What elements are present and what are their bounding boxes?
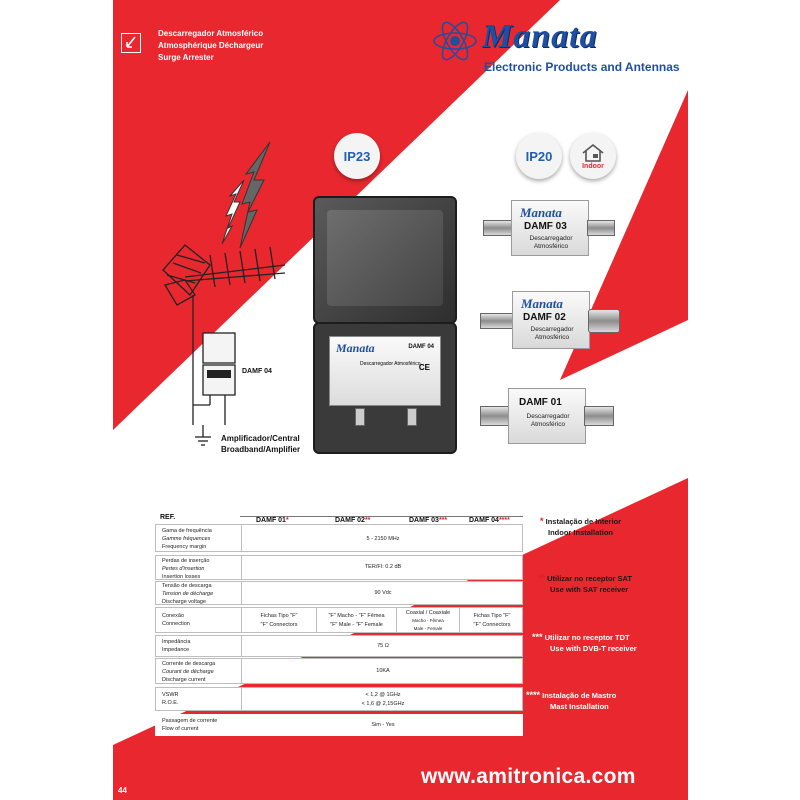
row-label: Passagem de corrente Flow of current	[162, 718, 218, 732]
col-damf04-mark: ****	[498, 517, 510, 524]
row-label: Gama de frequência Gamme fréquences Frequency margin	[162, 528, 212, 550]
ip20-label: IP20	[525, 148, 553, 164]
damf02-model: DAMF 02	[523, 312, 566, 323]
damf01-body	[508, 388, 586, 444]
table-row	[155, 714, 523, 736]
col-damf04-header	[469, 517, 510, 524]
note-indoor: * Instalação de Interior Indoor Installation	[540, 516, 622, 537]
damf04-brand: Manata	[336, 341, 375, 355]
row-value: Sim - Yes	[371, 722, 395, 728]
damf02-name	[517, 326, 587, 342]
col-damf02-header	[335, 517, 370, 524]
row-label: Tensão de descarga Tension de décharge Discharge voltage	[162, 583, 214, 605]
damf04-model: DAMF 04	[408, 344, 434, 350]
table-row	[155, 607, 523, 633]
diagram-caption-pt: Amplificador/Central	[221, 434, 300, 443]
connector-right	[584, 406, 614, 426]
col-damf01-mark: *	[285, 517, 289, 524]
cell-damf02: "F" Macho - "F" Fêmea "F" Male - "F" Female	[328, 613, 385, 628]
connector-left	[483, 220, 513, 236]
damf04-body	[313, 322, 457, 454]
damf02-brand: Manata	[521, 296, 563, 311]
diagram-caption-en: Broadband/Amplifier	[221, 445, 301, 454]
note-mast: **** Instalação de Mastro Mast Installation	[526, 690, 617, 711]
col-damf01-name: DAMF 01	[256, 517, 286, 524]
damf03-name-line2: Atmosférico	[533, 243, 569, 250]
brand-tagline: Electronic Products and Antennas	[484, 60, 680, 74]
row-value: 90 Vdc	[374, 590, 392, 596]
category-title	[158, 28, 263, 64]
col-damf03-name: DAMF 03	[409, 517, 439, 524]
damf01-name-line2: Atmosférico	[530, 421, 566, 428]
col-damf01-header	[256, 517, 289, 524]
damf04-label-panel	[329, 336, 441, 406]
damf04-lid	[313, 196, 457, 324]
page-number: 44	[118, 786, 127, 795]
damf01-model: DAMF 01	[519, 397, 562, 408]
category-en: Surge Arrester	[158, 53, 214, 62]
table-row	[155, 555, 523, 580]
ip23-label: IP23	[343, 148, 371, 164]
col-damf04-name: DAMF 04	[469, 517, 499, 524]
table-row	[155, 687, 523, 711]
col-damf03-header	[409, 517, 447, 524]
row-label: Impedância Impedance	[162, 639, 191, 653]
damf03-model: DAMF 03	[524, 221, 567, 232]
connector-right	[587, 220, 615, 236]
indoor-badge	[570, 133, 616, 179]
note-sat: ** Utilizar no receptor SAT Use with SAT receiver	[538, 573, 632, 594]
connector-left	[480, 406, 510, 426]
cell-damf01: Fichas Tipo "F" "F" Connectors	[260, 613, 298, 628]
house-icon	[581, 143, 605, 163]
damf03-name	[516, 235, 586, 251]
note-dvbt: *** Utilizar no receptor TDT Use with DVB-T receiver	[532, 632, 637, 653]
row-label: Conexão Connection	[162, 613, 190, 627]
row-value: 5 - 2150 MHz	[366, 536, 400, 542]
damf03-brand: Manata	[520, 205, 562, 220]
table-row	[155, 581, 523, 605]
connector-left	[480, 313, 514, 329]
row-values: < 1,2 @ 1GHz < 1,6 @ 2,15GHz	[361, 692, 405, 707]
antenna-diagram	[155, 225, 325, 460]
damf03-name-line1: Descarregador	[529, 235, 573, 242]
row-value: TER/FI: 0.2 dB	[364, 564, 402, 570]
diagram-device-label: DAMF 04	[242, 368, 272, 375]
damf04-title: Descarregador Atmosférico	[360, 361, 421, 367]
col-damf02-mark: **	[364, 517, 371, 524]
row-label: Perdas de inserção Pertes d'insertion Insertion losses	[162, 558, 210, 580]
ip23-badge	[334, 133, 380, 179]
table-row	[155, 635, 523, 657]
diagram-caption	[221, 433, 300, 455]
col-damf03-mark: ***	[438, 517, 448, 524]
damf04-output-connector	[407, 408, 417, 426]
table-ref-header: REF.	[160, 514, 176, 521]
row-value: 10KA	[376, 668, 390, 674]
row-label: VSWR R.O.E.	[162, 692, 179, 706]
cell-damf03: Coaxial / Coaxiale Macho - Fêmea Male - Female	[405, 610, 451, 631]
ip20-badge	[516, 133, 562, 179]
category-fr: Atmosphérique Déchargeur	[158, 41, 264, 50]
damf03-body	[511, 200, 589, 256]
damf02-body	[512, 291, 590, 349]
connector-right	[588, 309, 620, 333]
table-row	[155, 524, 523, 552]
website-url[interactable]: www.amitronica.com	[421, 765, 636, 788]
atom-logo-icon	[432, 18, 478, 64]
row-label: Corrente de descarga Courant de décharge Discharge current	[162, 661, 216, 683]
category-pt: Descarregador Atmosférico	[158, 29, 264, 38]
damf01-name	[513, 413, 583, 429]
table-row	[155, 658, 523, 684]
row-value: 75 Ω	[377, 643, 389, 649]
cell-damf04: Fichas Tipo "F" "F" Connectors	[473, 613, 511, 628]
brand-logo: Manata	[482, 18, 598, 55]
damf01-name-line1: Descarregador	[526, 413, 570, 420]
indoor-label: Indoor	[582, 162, 604, 170]
arrester-icon	[121, 33, 141, 53]
damf02-name-line1: Descarregador	[530, 326, 574, 333]
damf02-name-line2: Atmosférico	[534, 334, 570, 341]
damf04-input-connector	[355, 408, 365, 426]
ce-mark-icon: CE	[418, 363, 430, 372]
col-damf02-name: DAMF 02	[335, 517, 365, 524]
